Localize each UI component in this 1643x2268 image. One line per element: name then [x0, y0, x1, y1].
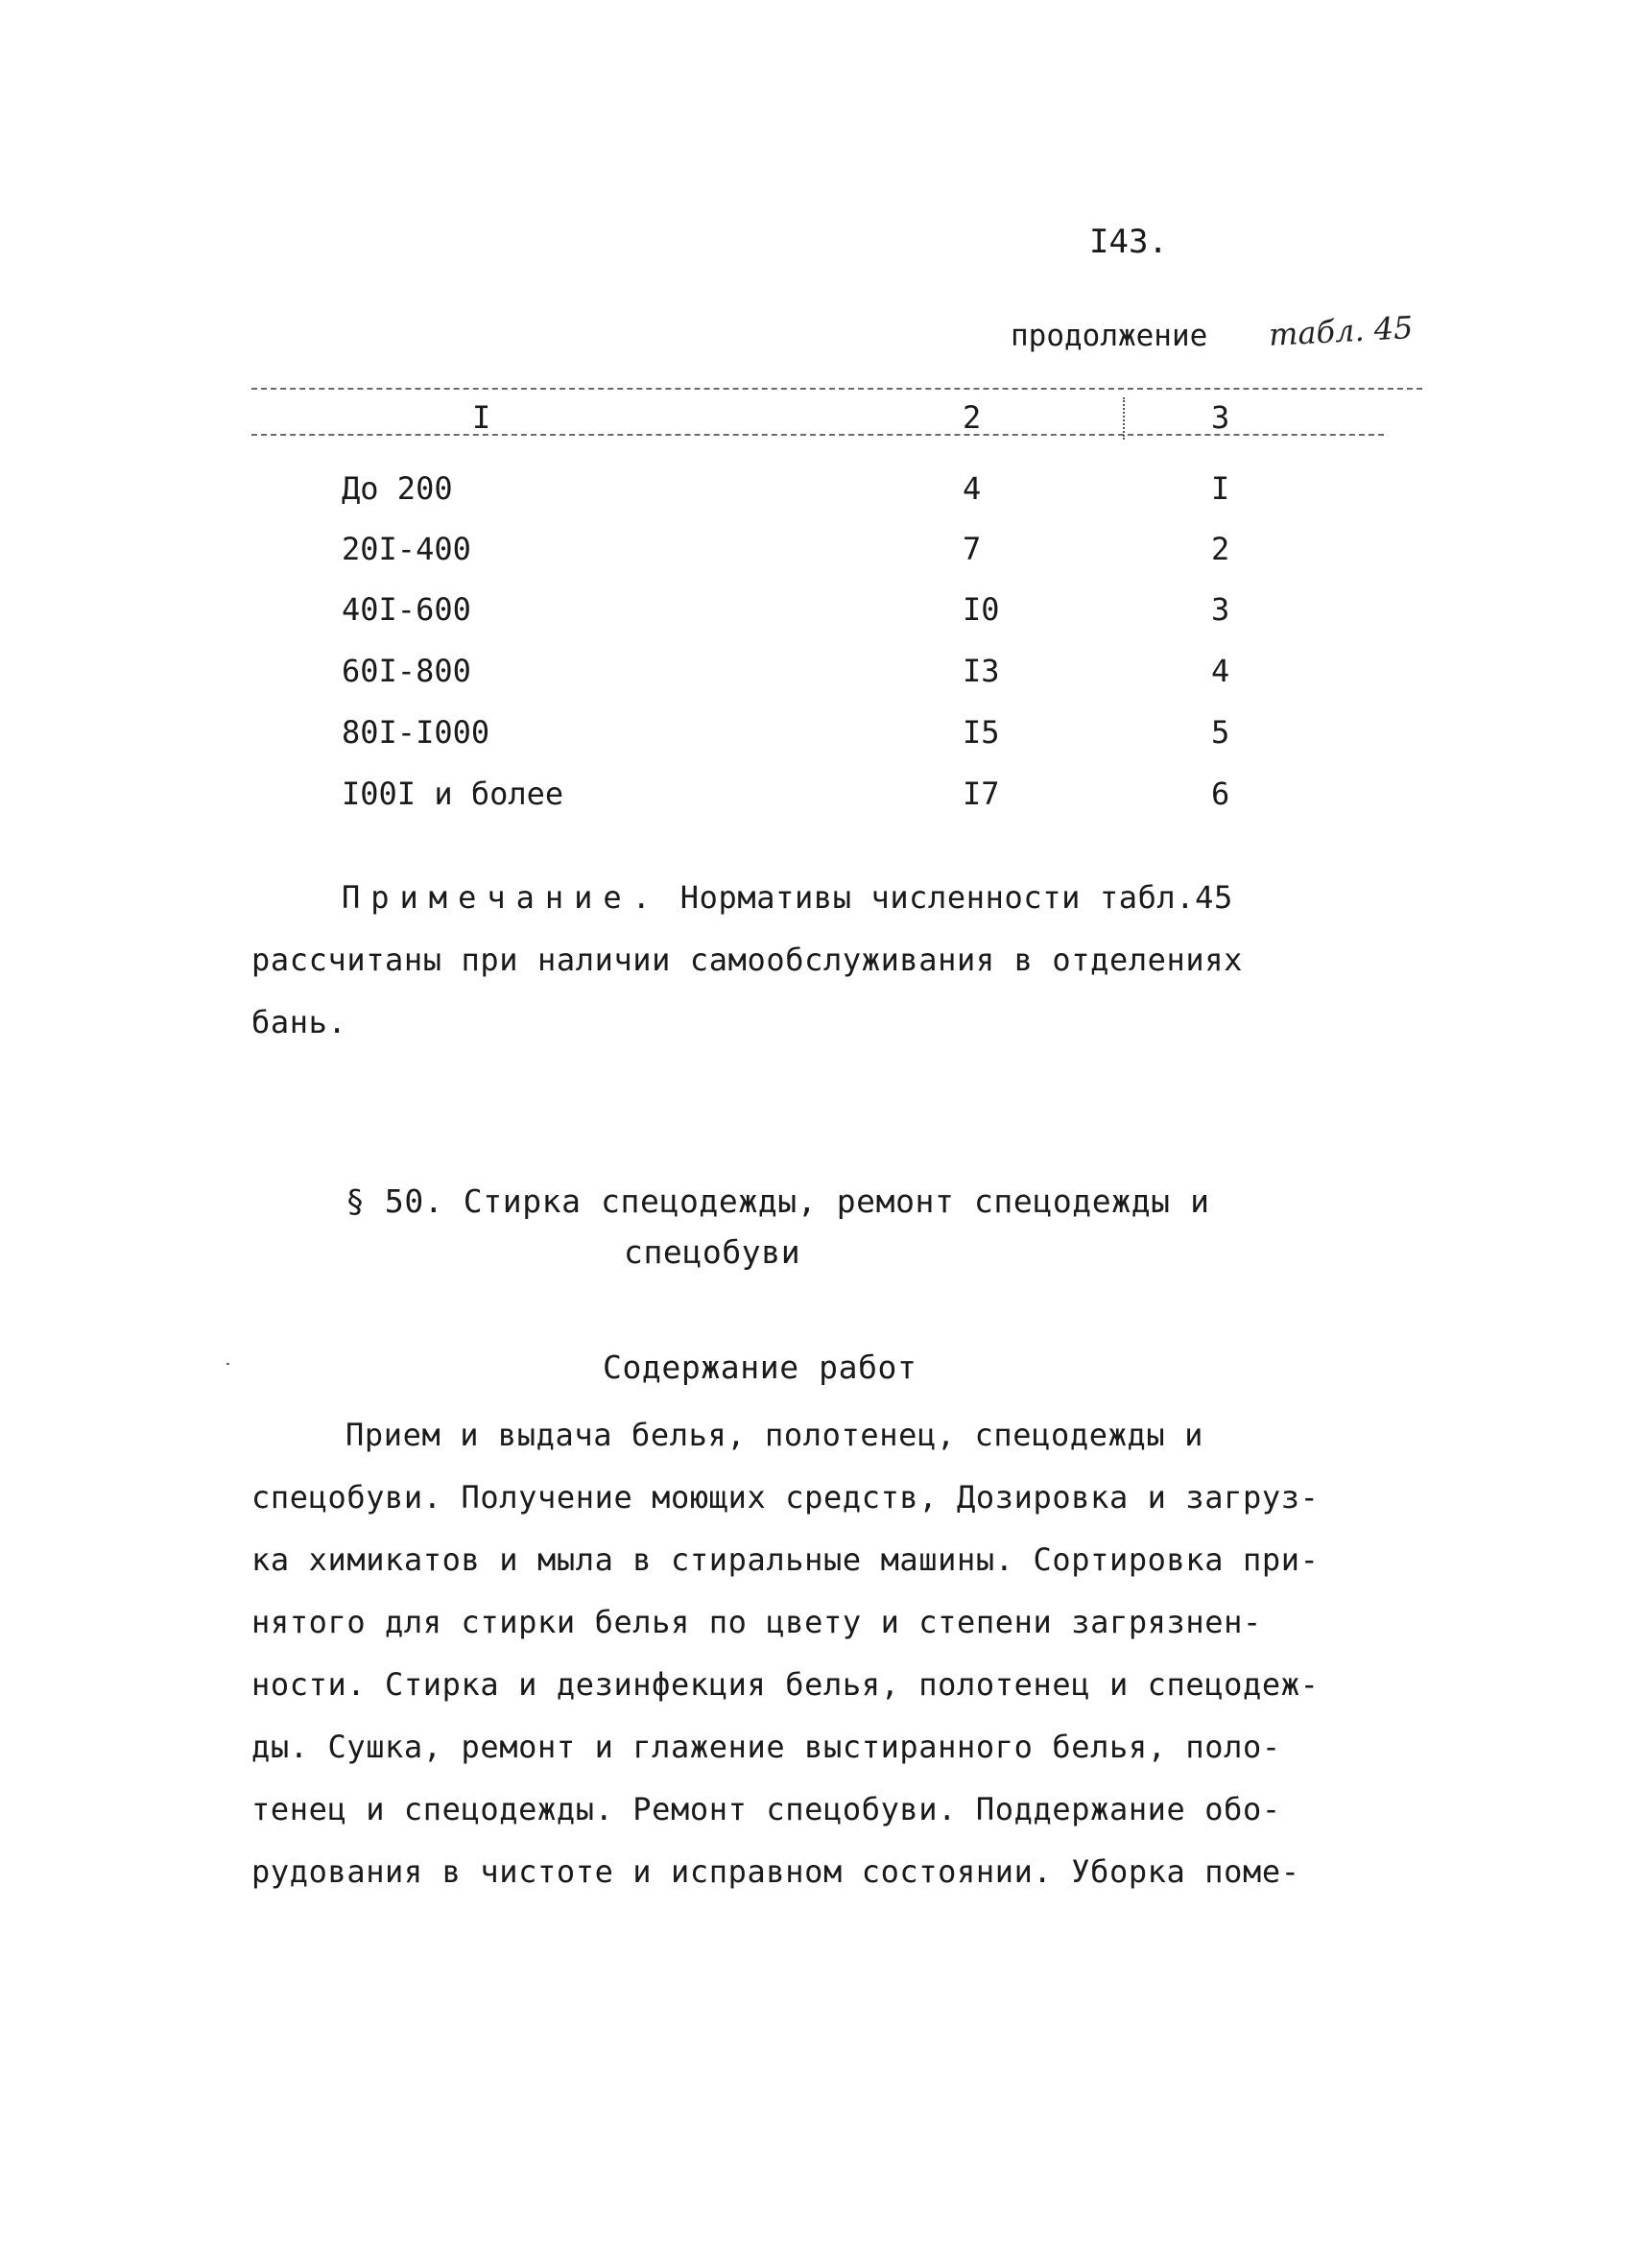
body-line: ды. Сушка, ремонт и глажение выстиранного белья, поло-: [251, 1729, 1281, 1765]
body-line: нятого для стирки белья по цвету и степени загрязнен-: [251, 1604, 1262, 1640]
table-cell-col2: 4: [963, 470, 982, 507]
table-cell-range: 80I-I000: [342, 714, 490, 751]
page-number: I43.: [1089, 223, 1168, 261]
body-line: Прием и выдача белья, полотенец, спецодежды и: [345, 1417, 1203, 1453]
table-cell-range: 40I-600: [342, 591, 471, 628]
table-cell-col3: 4: [1211, 653, 1230, 689]
table-top-rule: [251, 388, 1422, 390]
table-cell-col3: 3: [1211, 591, 1230, 628]
table-cell-col2: I3: [963, 653, 1000, 689]
handwritten-table-reference: табл. 45: [1268, 309, 1415, 353]
table-cell-range: До 200: [342, 470, 453, 507]
scan-speck: [226, 1363, 229, 1365]
continuation-label: продолжение: [1011, 319, 1208, 353]
note-line-2: рассчитаны при наличии самообслуживания в отделениях: [251, 942, 1244, 978]
table-cell-col3: 6: [1211, 776, 1230, 812]
table-column-separator: [1123, 397, 1125, 440]
table-header-col-2: 2: [963, 399, 982, 436]
section-title-line-1: § 50. Стирка спецодежды, ремонт спецодежды и: [345, 1182, 1210, 1220]
table-header-col-3: 3: [1211, 399, 1230, 436]
body-line: ка химикатов и мыла в стиральные машины. Сортировка при-: [251, 1541, 1320, 1578]
table-cell-col3: 5: [1211, 714, 1230, 751]
body-line: спецобуви. Получение моющих средств, Дозировка и загруз-: [251, 1479, 1320, 1516]
table-cell-col2: 7: [963, 531, 982, 567]
table-header-col-1: I: [472, 399, 491, 436]
table-cell-range: I00I и более: [342, 776, 564, 812]
table-cell-col3: 2: [1211, 531, 1230, 567]
table-cell-col2: I5: [963, 714, 1000, 751]
table-cell-range: 20I-400: [342, 531, 471, 567]
section-title-line-2: спецобуви: [624, 1233, 801, 1271]
table-cell-col3: I: [1211, 470, 1230, 507]
note-label: Примечание.: [342, 879, 661, 916]
table-cell-range: 60I-800: [342, 653, 471, 689]
note-text: Нормативы численности табл.45: [679, 879, 1233, 916]
note-line-3: бань.: [251, 1004, 347, 1040]
body-line: ности. Стирка и дезинфекция белья, полотенец и спецодеж-: [251, 1666, 1320, 1703]
note-line-1: [342, 879, 1233, 916]
table-cell-col2: I0: [963, 591, 1000, 628]
subheading: Содержание работ: [603, 1349, 917, 1386]
body-line: рудования в чистоте и исправном состоянии. Уборка поме-: [251, 1853, 1300, 1890]
body-line: тенец и спецодежды. Ремонт спецобуви. Поддержание обо-: [251, 1791, 1281, 1827]
table-cell-col2: I7: [963, 776, 1000, 812]
